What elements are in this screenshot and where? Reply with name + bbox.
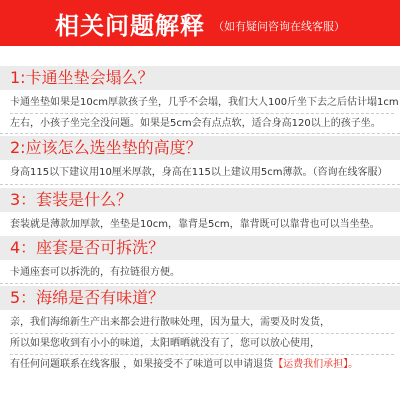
answer-text: 有任何问题联系在线客服 ，如果接受不了味道可以申请退货 bbox=[10, 359, 274, 370]
faq-answer bbox=[0, 160, 400, 183]
answer-line: 卡通坐垫如果是10cm厚款孩子坐，几乎不会塌，我们大人100斤坐下去之后估计塌1cm bbox=[10, 97, 399, 108]
faq-item-1 bbox=[0, 66, 400, 134]
answer-line: 套装就是薄款加厚款，坐垫是10cm，靠背是5cm，靠背既可以靠背也可以当坐垫。 bbox=[10, 219, 380, 230]
divider bbox=[0, 283, 400, 284]
faq-question: 4：座套是否可拆洗？ bbox=[0, 236, 400, 260]
answer-line: 所以如果您收到有小小的味道，太阳晒晒就没有了，您可以放心使用， bbox=[10, 333, 394, 354]
faq-item-4 bbox=[0, 236, 400, 283]
faq-question: 1:卡通坐垫会塌么？ bbox=[0, 66, 400, 90]
faq-question: 2:应该怎么选坐垫的高度？ bbox=[0, 136, 400, 160]
faq-question: 5：海绵是否有味道？ bbox=[0, 286, 400, 310]
header-banner bbox=[0, 0, 400, 46]
divider bbox=[0, 133, 400, 134]
answer-line: 亲，我们海绵新生产出来都会进行散味处理，因为量大，需要及时发货， bbox=[10, 317, 330, 328]
faq-item-3 bbox=[0, 188, 400, 235]
faq-item-2 bbox=[0, 136, 400, 183]
faq-answer bbox=[0, 212, 400, 235]
faq-question: 3：套装是什么？ bbox=[0, 188, 400, 212]
banner-title: 相关问题解释 bbox=[55, 11, 205, 40]
shipping-highlight: 【运费我们承担】。 bbox=[273, 359, 359, 370]
answer-line: 卡通座套可以拆洗的，有拉链很方便。 bbox=[10, 267, 180, 278]
faq-answer bbox=[0, 260, 400, 283]
answer-line: 左右，小孩子坐完全没问题。如果是5cm会有点点软，适合身高120以上的孩子坐。 bbox=[10, 113, 394, 134]
faq-item-5 bbox=[0, 286, 400, 375]
answer-line: 身高115以下建议用10厘米厚款，身高在115以上建议用5cm薄款。（咨询在线客服） bbox=[10, 167, 388, 178]
banner-subtitle: （如有疑问咨询在线客服） bbox=[213, 20, 345, 33]
faq-answer bbox=[0, 310, 400, 375]
faq-answer bbox=[0, 90, 400, 134]
answer-line bbox=[10, 354, 394, 375]
divider bbox=[0, 184, 400, 185]
